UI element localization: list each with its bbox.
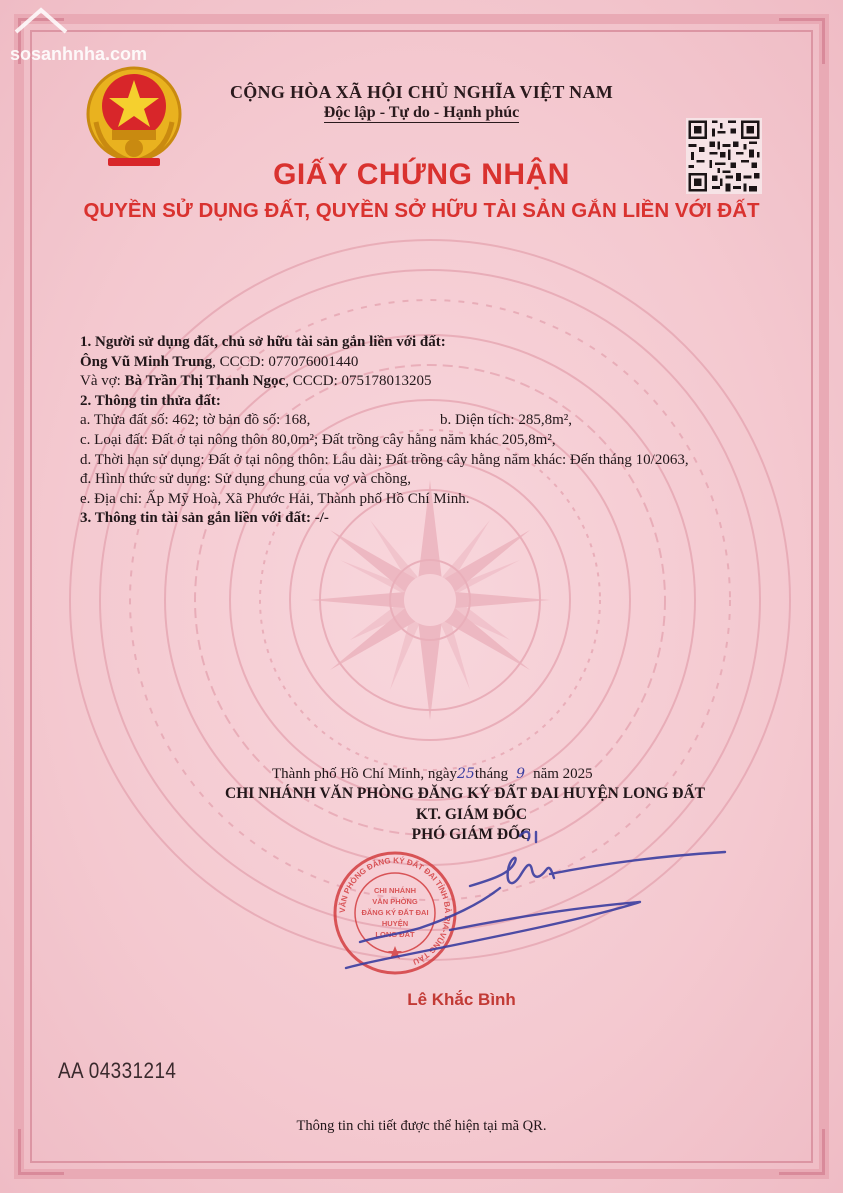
issue-month: 9 [516,766,526,782]
seal-line: LONG ĐẤT [375,930,415,939]
owner-name: Ông Vũ Minh Trung [80,353,213,370]
signature [337,818,730,978]
seal-line: HUYỆN [381,919,409,928]
serial-number: AA 04331214 [58,1058,177,1083]
seal-line: ĐĂNG KÝ ĐẤT ĐAI [361,908,429,917]
usage-term: d. Thời hạn sử dụng: Đất ở tại nông thôn: Lâu dài; Đất trồng cây hằng năm khác: Đến tháng 10/2063, [80,451,689,468]
signer-name: Lê Khắc Bình [407,990,516,1009]
certificate-subtitle: QUYỀN SỬ DỤNG ĐẤT, QUYỀN SỞ HỮU TÀI SẢN GẮN LIỀN VỚI ĐẤT [83,199,760,222]
country-name: CỘNG HÒA XÃ HỘI CHỦ NGHĨA VIỆT NAM [229,82,614,102]
motto-text: Độc lập - Tự do - Hạnh phúc [323,104,520,121]
corner-ornament [779,18,825,64]
section2-heading: 2. Thông tin thửa đất: [80,392,221,409]
place-date [272,766,593,783]
month-label: tháng [474,766,509,782]
spouse-id: , CCCD: 075178013205 [285,373,432,390]
owner-id: , CCCD: 077076001440 [212,353,359,370]
parcel-area: b. Diện tích: 285,8m², [440,412,572,429]
qr-note: Thông tin chi tiết được thể hiện tại mã QR. [296,1118,547,1134]
place-prefix: Thành phố Hồ Chí Minh, ngày [272,766,457,782]
issue-day: 25 [457,766,475,782]
spouse-prefix: Và vợ: [80,373,125,390]
corner-ornament [779,1129,825,1175]
watermark-text: sosanhnha.com [10,44,148,64]
parcel-number: a. Thửa đất số: 462; tờ bản đồ số: 168, [80,412,311,429]
signer-title-1: KT. GIÁM ĐỐC [415,806,528,823]
address: e. Địa chỉ: Ấp Mỹ Hoà, Xã Phước Hải, Thành phố Hồ Chí Minh. [80,490,470,507]
seal-ring-text: VĂN PHÒNG ĐĂNG KÝ ĐẤT ĐAI TỈNH BÀ RỊA-VŨNG TÀU [337,855,453,967]
certificate-body [80,333,770,529]
section3-heading: 3. Thông tin tài sản gắn liền với đất: -/- [80,510,329,527]
seal-line: VĂN PHÒNG [372,897,418,906]
certificate-title: GIẤY CHỨNG NHẬN [273,158,570,191]
land-type: c. Loại đất: Đất ở tại nông thôn 80,0m²; Đất trồng cây hằng năm khác 205,8m², [80,431,556,448]
seal-line: CHI NHÁNH [373,886,417,895]
owner-line [80,353,770,373]
usage-form: đ. Hình thức sử dụng: Sử dụng chung của vợ và chồng, [80,471,412,488]
signer-title-2: PHÓ GIÁM ĐỐC [411,826,532,843]
section1-heading: 1. Người sử dụng đất, chủ sở hữu tài sản gắn liền với đất: [80,334,446,350]
year-label: năm 2025 [533,766,593,782]
spouse-line [80,372,770,392]
spouse-name: Bà Trần Thị Thanh Ngọc [124,373,286,390]
corner-ornament [18,1129,64,1175]
issuing-agency: CHI NHÁNH VĂN PHÒNG ĐĂNG KÝ ĐẤT ĐAI HUYỆN LONG ĐẤT [225,785,705,802]
parcel-line [80,411,770,431]
